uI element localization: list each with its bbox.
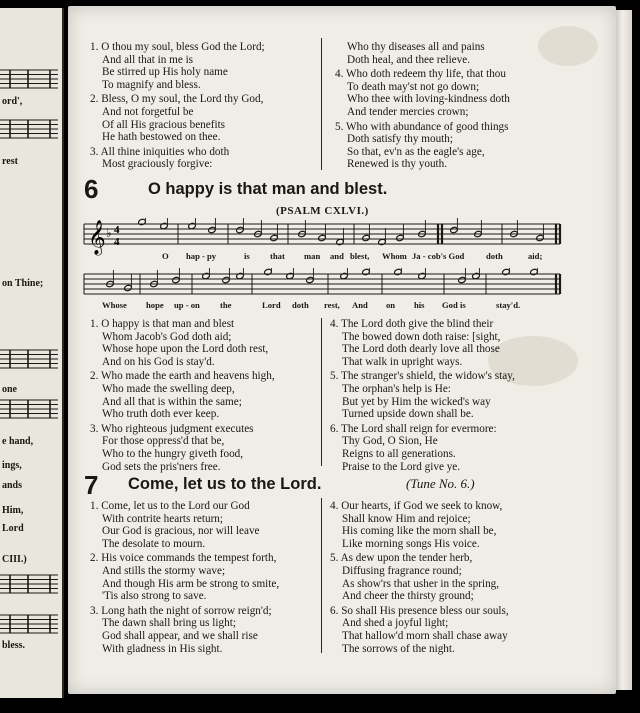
- verse-line: 5. Who with abundance of good things: [335, 120, 509, 133]
- time-signature: 4: [114, 236, 120, 248]
- verse: [330, 423, 610, 473]
- left-page-text: CIII.): [2, 554, 27, 565]
- verse-line: Reigns to all generations.: [342, 447, 456, 460]
- verse-line: And cheer the thirsty ground;: [342, 590, 474, 603]
- left-page-text: ands: [2, 480, 23, 491]
- verse-line: The Lord doth dearly love all those: [342, 343, 500, 356]
- verse-line: That hallow'd morn shall chase away: [342, 629, 508, 642]
- lyric-syllable: doth: [486, 251, 503, 261]
- verse-line: God shall appear, and we shall rise: [102, 629, 258, 642]
- staff-lyrics-1: [82, 251, 562, 263]
- verse-line: That walk in upright ways.: [342, 355, 463, 368]
- hymn-number: 7: [84, 470, 99, 500]
- verse-line: Turned upside down shall be.: [342, 408, 474, 421]
- verse-line: 5. As dew upon the tender herb,: [330, 552, 473, 565]
- verse-line: Doth satisfy thy mouth;: [347, 133, 453, 146]
- verse: [90, 552, 330, 602]
- verse-line: To death may'st not go down;: [347, 80, 480, 93]
- verse-line: And on his God is stay'd.: [102, 355, 215, 368]
- verse-line: The bowed down doth raise: [sight,: [342, 330, 501, 343]
- left-page-staff: [0, 118, 58, 140]
- verse-line: With gladness in His sight.: [102, 642, 223, 655]
- hymn7-left-column: [90, 500, 330, 657]
- verse-line: The orphan's help is He:: [342, 382, 451, 395]
- verse-line: 5. The stranger's shield, the widow's stay,: [330, 370, 515, 383]
- verse-line: 6. So shall His presence bless our souls,: [330, 604, 509, 617]
- lyric-syllable: hap - py: [186, 251, 217, 261]
- verse-line: 1. O thou my soul, bless God the Lord;: [90, 41, 265, 53]
- verse-line: Most graciously forgive:: [102, 158, 213, 171]
- verse: [330, 552, 610, 602]
- left-page-text: Lord: [2, 523, 24, 534]
- lyric-syllable: Whom: [382, 251, 407, 261]
- verse-line: Like morning songs His voice.: [342, 537, 480, 550]
- lyric-syllable: that: [270, 251, 285, 261]
- verse: [335, 121, 605, 171]
- hymn-title: O happy is that man and blest.: [148, 180, 388, 198]
- verse-line: Who thee with loving-kindness doth: [347, 93, 510, 106]
- hymn6-right-column: [330, 318, 610, 475]
- verse-line: Who made the swelling deep,: [102, 382, 235, 395]
- verse: [90, 93, 330, 143]
- left-page-fragment: [0, 8, 64, 698]
- verse: [335, 41, 605, 66]
- verse-line: And all that in me is: [102, 53, 194, 66]
- verse-line: Whose hope upon the Lord doth rest,: [102, 343, 269, 356]
- lyric-syllable: is: [460, 300, 466, 310]
- verse-line: The sorrows of the night.: [342, 642, 455, 655]
- column-divider: [321, 38, 322, 170]
- verse-line: 3. All thine iniquities who doth: [90, 145, 230, 158]
- verse-line: 3. Who righteous judgment executes: [90, 422, 254, 435]
- left-page-text: ings,: [2, 460, 22, 471]
- lyric-syllable: the: [220, 300, 232, 310]
- lyric-syllable: O: [162, 251, 169, 261]
- verse-line: God sets the pris'ners free.: [102, 460, 221, 473]
- verse-line: 2. Who made the earth and heavens high,: [90, 370, 275, 383]
- left-page-text: Him,: [2, 505, 24, 516]
- lyric-syllable: Whose: [102, 300, 127, 310]
- verse-line: The desolate to mourn.: [102, 537, 206, 550]
- lyric-syllable: his: [414, 300, 425, 310]
- lyric-syllable: up - on: [174, 300, 200, 310]
- left-page-text: one: [2, 384, 17, 395]
- verse-line: And all that is within the same;: [102, 395, 242, 408]
- psalm-reference: (PSALM CXLVI.): [276, 205, 369, 217]
- left-page-staff: [0, 398, 58, 420]
- lyric-syllable: is: [244, 251, 250, 261]
- verse-line: 4. The Lord doth give the blind their: [330, 318, 494, 330]
- left-page-text: rest: [2, 156, 18, 167]
- lyric-syllable: Lord: [262, 300, 281, 310]
- verse: [90, 146, 330, 171]
- left-page-staff: [0, 613, 58, 635]
- column-divider: [321, 498, 322, 653]
- verse-line: As show'rs that usher in the spring,: [342, 577, 500, 590]
- verse-line: And not forgetful be: [102, 105, 194, 118]
- lyric-syllable: Ja - cob's God: [412, 251, 465, 261]
- lyric-syllable: man: [304, 251, 321, 261]
- verse-line: 1. O happy is that man and blest: [90, 318, 235, 330]
- verse-line: And shed a joyful light;: [342, 617, 449, 630]
- verse-line: Praise to the Lord give ye.: [342, 460, 461, 473]
- verse: [90, 605, 330, 655]
- verse-line: Of all His gracious benefits: [102, 118, 226, 131]
- hymnal-page: [68, 6, 616, 694]
- verse: [90, 41, 330, 91]
- verse-line: Who thy diseases all and pains: [347, 41, 485, 53]
- hymn7-right-column: [330, 500, 610, 657]
- verse: [90, 423, 330, 473]
- verse-line: 2. His voice commands the tempest forth,: [90, 552, 277, 565]
- left-page-text: ord',: [2, 96, 23, 107]
- verse-line: 1. Come, let us to the Lord our God: [90, 500, 250, 512]
- left-page-staff: [0, 573, 58, 595]
- verse: [335, 68, 605, 118]
- verse-line: With contrite hearts return;: [102, 512, 224, 525]
- page-edge: [616, 10, 632, 690]
- left-page-text: bless.: [2, 640, 26, 651]
- verse-line: 2. Bless, O my soul, the Lord thy God,: [90, 93, 264, 106]
- verse-line: He hath bestowed on thee.: [102, 131, 221, 144]
- verse-line: Shall know Him and rejoice;: [342, 512, 471, 525]
- verse-line: His coming like the morn shall be,: [342, 525, 497, 538]
- verse: [330, 605, 610, 655]
- verse-line: Be stirred up His holy name: [102, 66, 228, 79]
- lyric-syllable: aid;: [528, 251, 543, 261]
- lyric-syllable: hope: [146, 300, 164, 310]
- left-page-text: on Thine;: [2, 278, 44, 289]
- verse: [330, 370, 610, 420]
- staff-lyrics-2: [82, 300, 562, 312]
- verse-line: Who to the hungry giveth food,: [102, 447, 244, 460]
- hymn5-left-column: [90, 41, 330, 173]
- column-divider: [321, 318, 322, 466]
- verse-line: Diffusing fragrance round;: [342, 564, 462, 577]
- verse-line: Doth heal, and thee relieve.: [347, 53, 471, 66]
- verse-line: 3. Long hath the night of sorrow reign'd;: [90, 604, 272, 617]
- hymn5-right-column: [335, 41, 605, 173]
- verse: [330, 500, 610, 550]
- left-page-staff: [0, 348, 58, 370]
- lyric-syllable: blest,: [350, 251, 370, 261]
- lyric-syllable: God: [442, 300, 458, 310]
- verse-line: 6. The Lord shall reign for evermore:: [330, 422, 497, 435]
- treble-clef-icon: 𝄞: [88, 220, 106, 255]
- verse: [90, 318, 330, 368]
- verse-line: 4. Our hearts, if God we seek to know,: [330, 500, 503, 512]
- lyric-syllable: And: [352, 300, 368, 310]
- verse-line: But yet by Him the wicked's way: [342, 395, 491, 408]
- verse-line: 4. Who doth redeem thy life, that thou: [335, 68, 506, 81]
- lyric-syllable: rest,: [324, 300, 340, 310]
- verse-line: Whom Jacob's God doth aid;: [102, 330, 232, 343]
- left-page-text: e hand,: [2, 436, 34, 447]
- verse-line: The dawn shall bring us light;: [102, 617, 236, 630]
- verse-line: And though His arm be strong to smite,: [102, 577, 280, 590]
- lyric-syllable: and: [330, 251, 344, 261]
- verse: [90, 370, 330, 420]
- verse-line: And stills the stormy wave;: [102, 564, 226, 577]
- verse-line: Our God is gracious, nor will leave: [102, 525, 260, 538]
- time-signature: 4: [114, 224, 120, 236]
- hymn-title: Come, let us to the Lord.: [128, 475, 322, 493]
- verse: [330, 318, 610, 368]
- lyric-syllable: on: [386, 300, 396, 310]
- verse-line: Thy God, O Sion, He: [342, 435, 438, 448]
- verse-line: Who truth doth ever keep.: [102, 408, 220, 421]
- lyric-syllable: stay'd.: [496, 300, 521, 310]
- lyric-syllable: doth: [292, 300, 309, 310]
- verse-line: For those oppress'd that be,: [102, 435, 225, 448]
- verse-line: And tender mercies crown;: [347, 105, 469, 118]
- verse: [90, 500, 330, 550]
- hymn6-left-column: [90, 318, 330, 475]
- verse-line: Renewed is thy youth.: [347, 158, 448, 171]
- hymn-number: 6: [84, 174, 99, 204]
- verse-line: 'Tis also strong to save.: [102, 590, 207, 603]
- left-page-staff: [0, 68, 58, 90]
- flat-icon: ♭: [106, 226, 112, 240]
- verse-line: To magnify and bless.: [102, 78, 201, 91]
- verse-line: So that, ev'n as the eagle's age,: [347, 145, 485, 158]
- tune-reference: (Tune No. 6.): [406, 476, 475, 491]
